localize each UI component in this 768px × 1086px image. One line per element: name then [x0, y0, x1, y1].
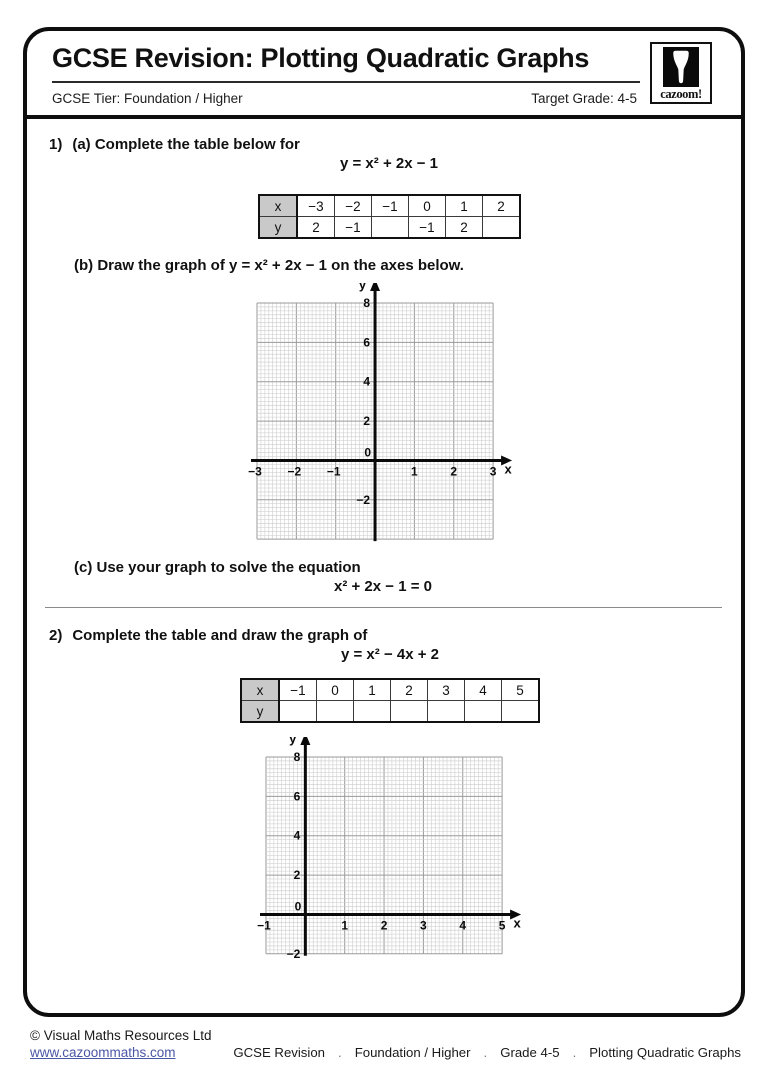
y-tick-label: 2: [363, 414, 371, 429]
table-cell: 2: [391, 679, 428, 701]
table-cell: 5: [502, 679, 540, 701]
table-row: [241, 701, 539, 723]
footer-meta-item: Foundation / Higher: [354, 1045, 471, 1060]
table-cell: −1: [335, 217, 372, 239]
y-tick-label: 6: [293, 789, 301, 804]
footer-separator: .: [572, 1045, 577, 1060]
table-cell: 2: [446, 217, 483, 239]
q2-number: 2): [49, 627, 63, 644]
q1c-equation: x² + 2x − 1 = 0: [334, 578, 432, 595]
graph2-axes: [248, 737, 538, 962]
y-axis-arrow-icon: [370, 283, 380, 291]
table-cell: 1: [354, 679, 391, 701]
origin-label: 0: [294, 899, 302, 914]
table-cell: 4: [465, 679, 502, 701]
y-tick-label: 8: [363, 296, 371, 310]
x-tick-label: −1: [257, 918, 271, 933]
y-tick-label: −2: [286, 946, 301, 961]
table-cell: [354, 701, 391, 723]
table-cell: [502, 701, 540, 723]
table-cell: −1: [372, 195, 409, 217]
q1a-equation: y = x² + 2x − 1: [340, 155, 438, 172]
table-cell: 3: [428, 679, 465, 701]
q1a-heading: [49, 136, 300, 153]
q2-equation: y = x² − 4x + 2: [341, 646, 439, 663]
logo-wordmark: cazoom!: [660, 87, 702, 101]
x-tick-label: −1: [326, 464, 341, 479]
table-cell: 1: [446, 195, 483, 217]
x-tick-label: 2: [380, 918, 388, 933]
y-tick-label: 6: [363, 335, 371, 350]
table-cell: [391, 701, 428, 723]
q1a-label: (a) Complete the table below for: [72, 136, 300, 153]
y-axis-label: y: [289, 737, 297, 746]
target-grade-label: Target Grade: 4-5: [531, 91, 637, 106]
q1-number: 1): [49, 136, 63, 153]
tier-label: GCSE Tier: Foundation / Higher: [52, 91, 243, 106]
y-axis-label: y: [358, 283, 367, 292]
row-header-cell: x: [241, 679, 279, 701]
title-underline: [52, 81, 640, 83]
table-row: [241, 679, 539, 701]
q1b-heading: (b) Draw the graph of y = x² + 2x − 1 on the axes below.: [74, 257, 464, 274]
table-cell: 0: [317, 679, 354, 701]
y-tick-label: 8: [293, 750, 301, 764]
x-axis-label: x: [513, 915, 521, 931]
footer-separator: .: [483, 1045, 488, 1060]
table-row: [259, 217, 520, 239]
cazoom-logo: [650, 42, 712, 104]
header: [27, 31, 741, 119]
x-tick-label: 3: [489, 464, 497, 479]
table-cell: 2: [297, 217, 335, 239]
y-tick-label: 4: [293, 828, 301, 843]
q2-values-table: [240, 678, 540, 723]
q2-heading: [49, 627, 367, 644]
row-header-cell: x: [259, 195, 297, 217]
table-row: [259, 195, 520, 217]
table-cell: 0: [409, 195, 446, 217]
table-cell: [372, 217, 409, 239]
x-tick-label: 4: [459, 918, 467, 933]
table-cell: −1: [279, 679, 317, 701]
graph2-container: [248, 737, 538, 967]
footer-copyright: © Visual Maths Resources Ltd: [30, 1028, 212, 1043]
y-axis-arrow-icon: [300, 737, 310, 745]
table-cell: [279, 701, 317, 723]
x-tick-label: −3: [248, 464, 262, 479]
graph1-axes: [239, 283, 529, 548]
q2-label: Complete the table and draw the graph of: [72, 627, 368, 644]
table-cell: [483, 217, 521, 239]
graph1-container: [239, 283, 529, 553]
x-tick-label: 2: [450, 464, 458, 479]
x-tick-label: 1: [411, 464, 418, 479]
x-tick-label: 1: [341, 918, 349, 933]
drum-icon: [663, 47, 699, 87]
row-header-cell: y: [241, 701, 279, 723]
page-title: GCSE Revision: Plotting Quadratic Graphs: [52, 43, 590, 73]
footer-separator: .: [338, 1045, 342, 1060]
footer-meta-item: GCSE Revision: [233, 1045, 326, 1060]
section-divider: [45, 607, 722, 608]
table-cell: 2: [483, 195, 521, 217]
y-tick-label: −2: [356, 492, 371, 507]
x-axis-label: x: [504, 461, 512, 477]
q1c-heading: (c) Use your graph to solve the equation: [74, 559, 361, 576]
x-tick-label: 3: [420, 918, 427, 933]
table-cell: −3: [297, 195, 335, 217]
table-cell: [317, 701, 354, 723]
x-tick-label: 5: [498, 918, 506, 933]
footer-meta-item: Grade 4-5: [500, 1045, 560, 1060]
x-tick-label: −2: [287, 464, 302, 479]
footer-meta: [233, 1045, 741, 1060]
origin-label: 0: [364, 445, 372, 460]
row-header-cell: y: [259, 217, 297, 239]
table-cell: −1: [409, 217, 446, 239]
footer-meta-item: Plotting Quadratic Graphs: [589, 1045, 741, 1060]
y-tick-label: 2: [293, 868, 301, 883]
q1-values-table: [258, 194, 521, 239]
table-cell: [428, 701, 465, 723]
y-tick-label: 4: [363, 374, 371, 389]
table-cell: −2: [335, 195, 372, 217]
footer-website-link[interactable]: www.cazoommaths.com: [30, 1045, 176, 1060]
table-cell: [465, 701, 502, 723]
